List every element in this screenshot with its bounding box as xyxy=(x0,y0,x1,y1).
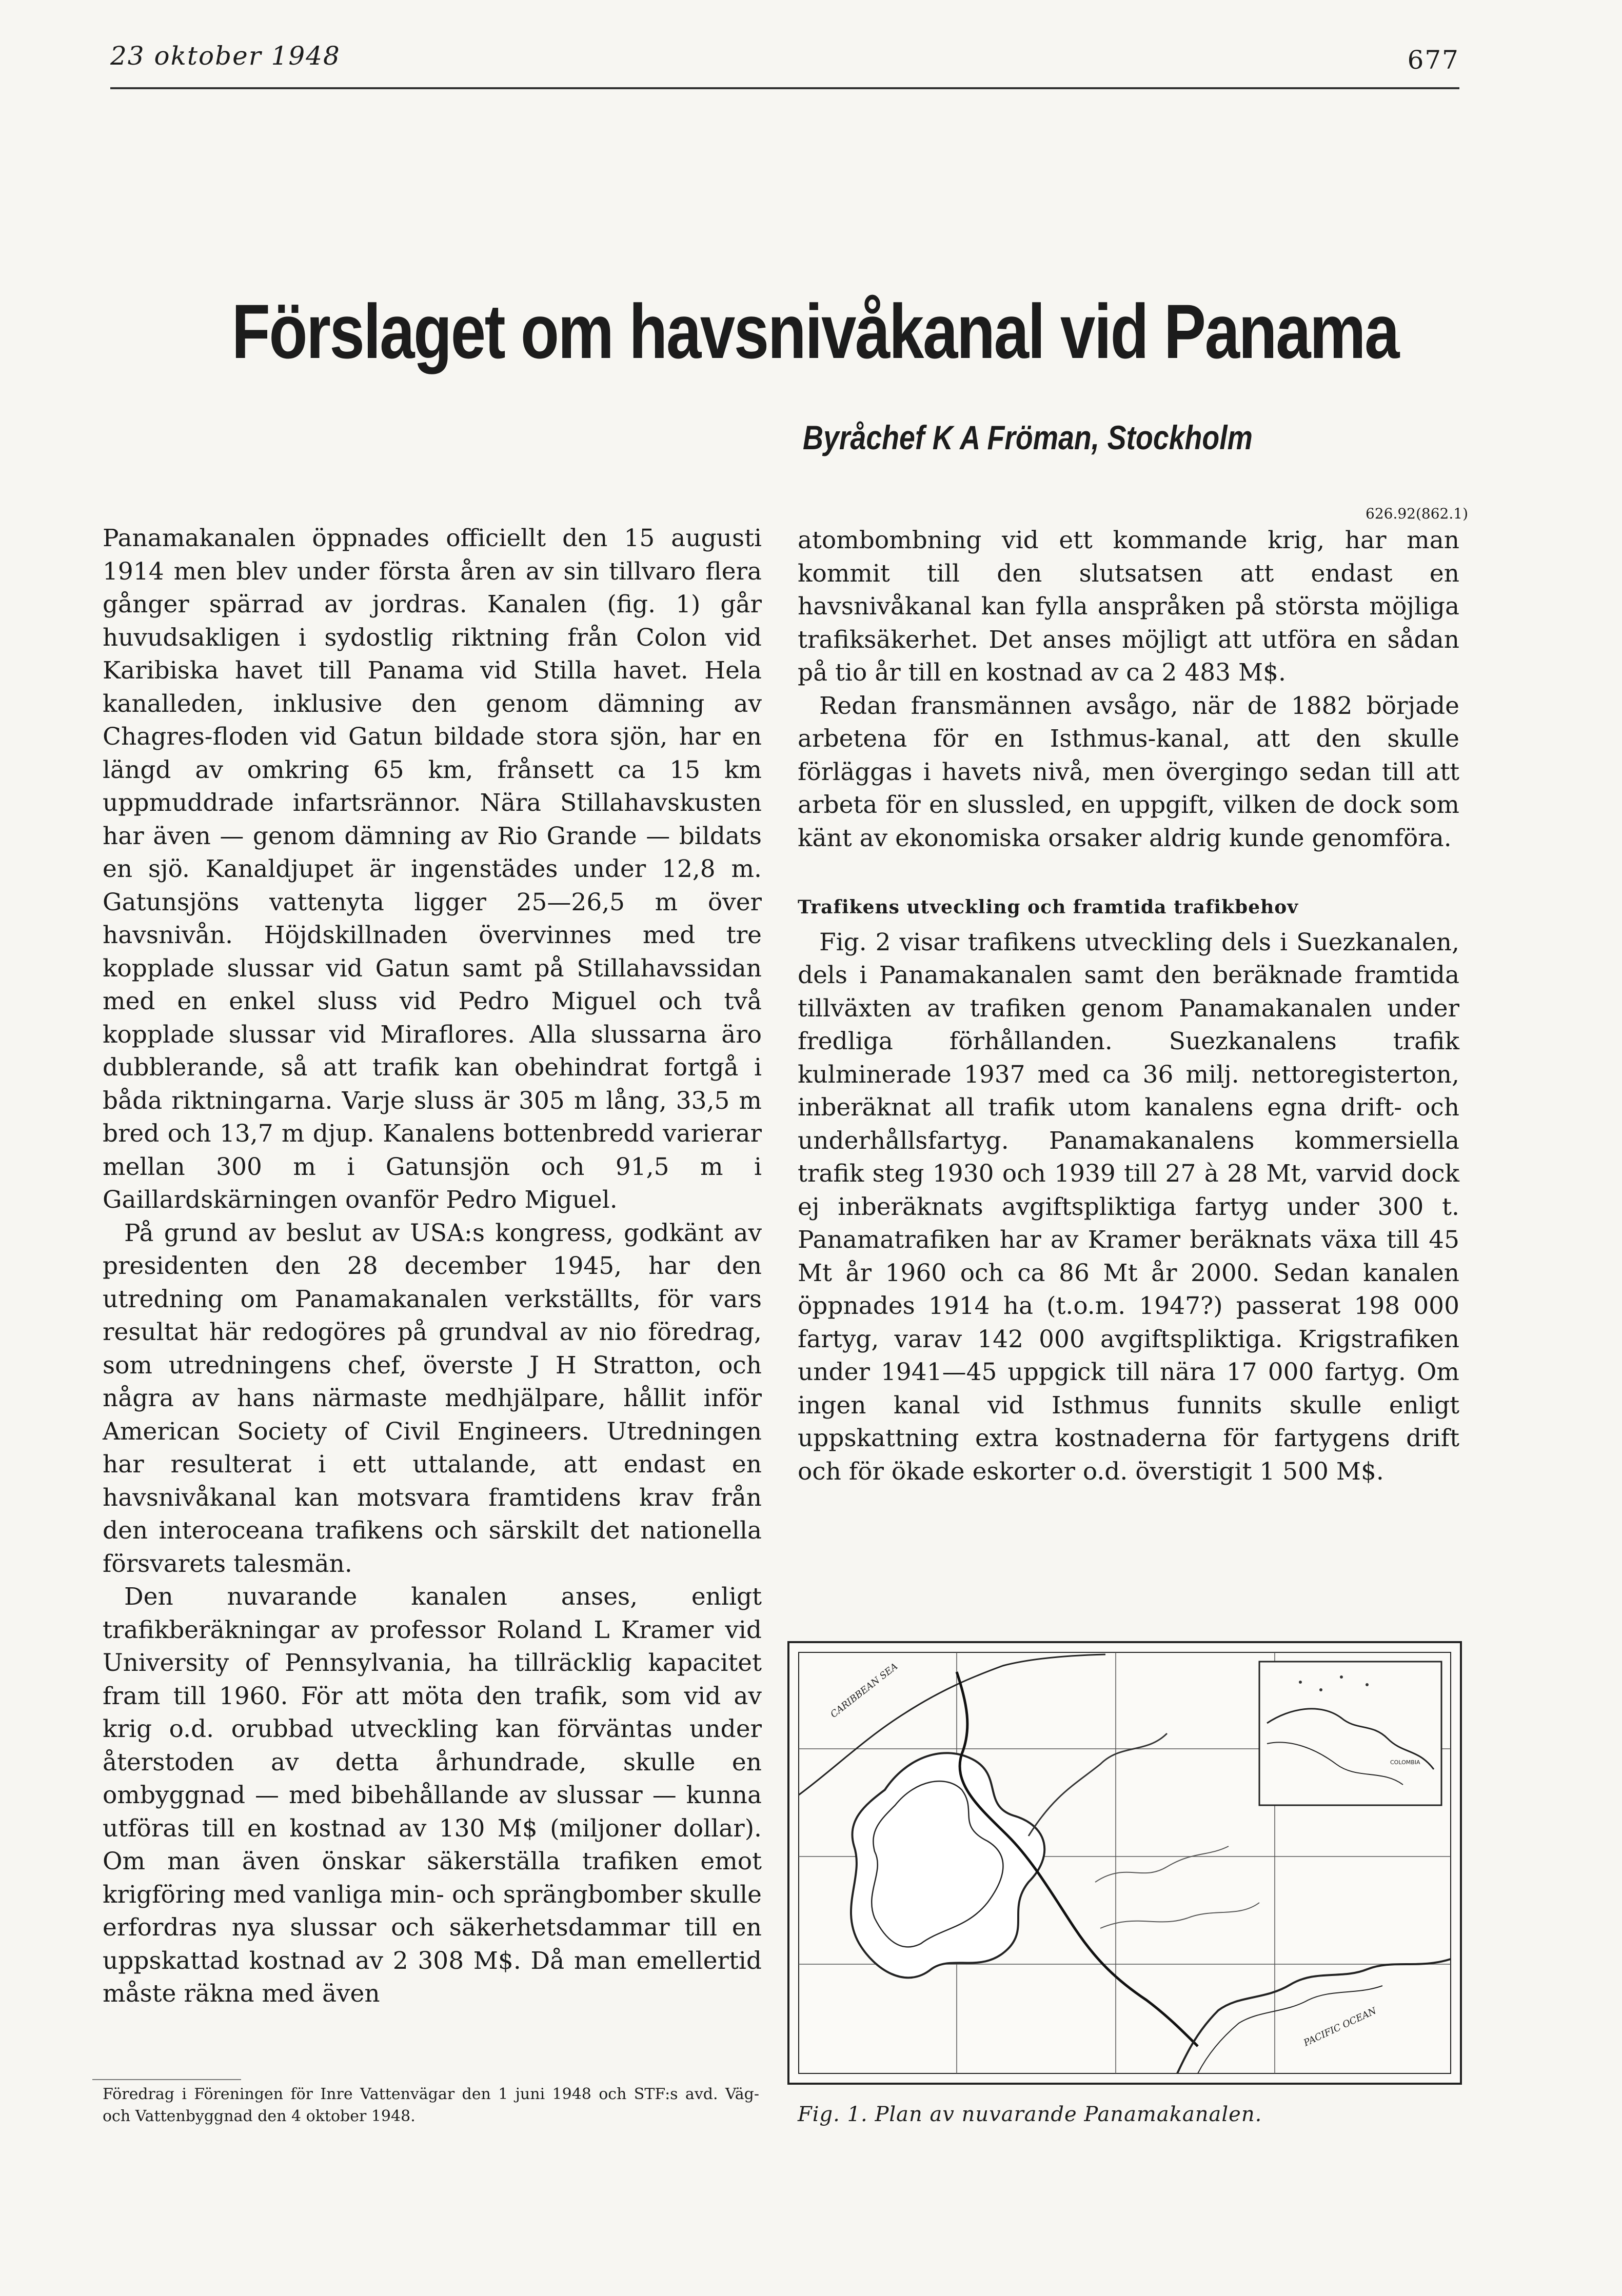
pacific-label: PACIFIC OCEAN xyxy=(1302,2005,1378,2049)
article-byline: Byråchef K A Fröman, Stockholm xyxy=(803,418,1253,456)
panama-canal-map xyxy=(787,1641,1462,2085)
footnote-divider xyxy=(92,2079,241,2080)
issue-date: 23 oktober 1948 xyxy=(110,41,341,71)
colombia-label: COLOMBIA xyxy=(1390,1759,1420,1766)
page-number: 677 xyxy=(1407,45,1459,75)
paragraph: Panamakanalen öppnades officiellt den 15 augusti 1914 men blev under första åren av sin tillvaro flera gånger spärrad av jordras. Kanalen (fig. 1) går huvudsakligen i sydostlig riktning från Colon vid Karibiska havet till Panama vid Stilla havet. Hela kanalleden, inklusive den genom dämning av Chagres-floden vid Gatun bildade stora sjön, har en längd av omkring 65 km, frånsett ca 15 km uppmuddrade infartsrännor. Nära Stillahavskusten har även — genom dämning av Rio Grande — bildats en sjö. Kanaldjupet är ingenstädes under 12,8 m. Gatunsjöns vattenyta ligger 25—26,5 m över havsnivån. Höjdskillnaden övervinnes med tre kopplade slussar vid Gatun samt på Stillahavssidan med en enkel sluss vid Pedro Miguel och två kopplade slussar vid Miraflores. Alla slussarna äro dubblerande, så att trafik kan obehindrat fortgå i båda riktningarna. Varje sluss är 305 m lång, 33,5 m bred och 13,7 m djup. Kanalens bottenbredd varierar mellan 300 m i Gatunsjön och 91,5 m i Gaillardskärningen ovanför Pedro Miguel. xyxy=(103,524,762,1214)
section-subheading: Trafikens utveckling och framtida trafikbehov xyxy=(798,896,1299,918)
paragraph: Den nuvarande kanalen anses, enligt trafikberäkningar av professor Roland L Kramer vid University of Pennsylvania, ha tillräcklig kapacitet fram till 1960. För att möta den trafik, som vid av krig o.d. orubbad utveckling kan förväntas under återstoden av detta århundrade, skulle en ombyggnad — med bibehållande av slussar — kunna utföras till en kostnad av 130 M$ (miljoner dollar). Om man även önskar säkerställa trafiken emot krigföring med vanliga min- och sprängbomber skulle erfordras nya slussar och säkerhetsdammar till en uppskattad kostnad av 2 308 M$. Då man emellertid måste räkna med även xyxy=(103,1583,762,2008)
footnote: Föredrag i Föreningen för Inre Vattenvägar den 1 juni 1948 och STF:s avd. Väg- och Vattenbyggnad den 4 oktober 1948. xyxy=(103,2085,759,2125)
udc-classification: 626.92(862.1) xyxy=(1366,505,1468,522)
paragraph: atombombning vid ett kommande krig, har man kommit till den slutsatsen att endast en havsnivåkanal kan fylla anspråken på största möjliga trafiksäkerhet. Det anses möjligt att utföra en sådan på tio år till en kostnad av ca 2 483 M$. xyxy=(798,526,1459,687)
article-title: Förslaget om havsnivåkanal vid Panama xyxy=(231,288,1398,374)
left-column xyxy=(103,522,762,2011)
inset-map-frame xyxy=(1259,1662,1441,1805)
figure-caption: Fig. 1. Plan av nuvarande Panamakanalen. xyxy=(798,2103,1262,2126)
caribbean-label: CARIBBEAN SEA xyxy=(828,1661,900,1720)
page-header xyxy=(110,36,1459,89)
paragraph: Fig. 2 visar trafikens utveckling dels i Suezkanalen, dels i Panamakanalen samt den beräknade framtida tillväxten av trafiken genom Panamakanalen under fredliga förhållanden. Suezkanalens trafik kulminerade 1937 med ca 36 milj. nettoregisterton, inberäknat all trafik utom kanalens egna drift- och underhållsfartyg. Panamakanalens kommersiella trafik steg 1930 och 1939 till 27 à 28 Mt, varvid dock ej inberäknats avgiftspliktiga fartyg under 300 t. Panamatrafiken har av Kramer beräknats växa till 45 Mt år 1960 och ca 86 Mt år 2000. Sedan kanalen öppnades 1914 ha (t.o.m. 1947?) passerat 198 000 fartyg, varav 142 000 avgiftspliktiga. Krigstrafiken under 1941—45 uppgick till nära 17 000 fartyg. Om ingen kanal vid Isthmus funnits skulle enligt uppskattning extra kostnaderna för fartygens drift och för ökade eskorter o.d. överstigit 1 500 M$. xyxy=(798,928,1459,1486)
paragraph: Redan fransmännen avsågo, när de 1882 började arbetena för en Isthmus-kanal, att den skulle förläggas i havets nivå, men övergingo sedan till att arbeta för en slussled, en uppgift, vilken de dock som känt av ekonomiska orsaker aldrig kunde genomföra. xyxy=(798,691,1459,852)
paragraph: På grund av beslut av USA:s kongress, godkänt av presidenten den 28 december 1945, har den utredning om Panamakanalen verkställts, för vars resultat här redogöres på grundval av nio föredrag, som utredningens chef, överste J H Stratton, och några av hans närmaste medhjälpare, hållit inför American Society of Civil Engineers. Utredningen har resulterat i ett uttalande, att endast en havsnivåkanal kan motsvara framtidens krav från den interoceana trafikens och särskilt det nationella försvarets talesmän. xyxy=(103,1219,762,1578)
right-column xyxy=(798,524,1459,1488)
